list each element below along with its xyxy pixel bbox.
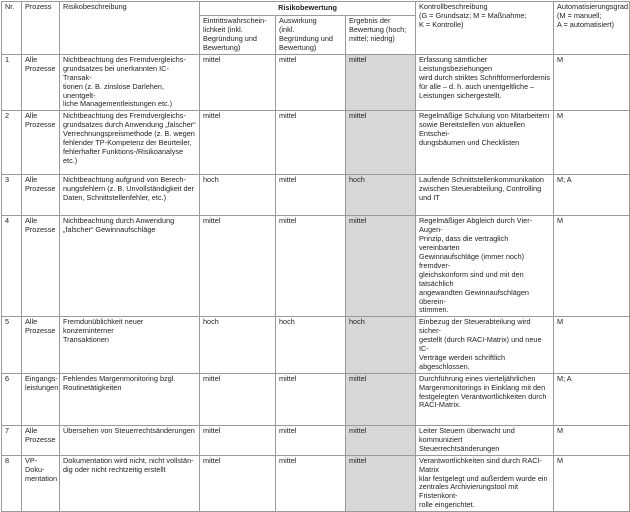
cell-auswirkung: mittel xyxy=(276,373,346,425)
col-header-prozess: Prozess xyxy=(22,2,60,55)
table-row xyxy=(2,54,630,110)
cell-auswirkung: mittel xyxy=(276,455,346,511)
cell-risiko: Nichtbeachtung des Fremdvergleichs- grundsatzes bei unerkannten IC-Transak- tionen (z. B. zinslose Darlehen, unentgelt- liche Managementleistungen etc.) xyxy=(60,54,200,110)
col-header-ergebnis: Ergebnis der Bewertung (hoch; mittel; niedrig) xyxy=(346,15,416,54)
cell-eintritt: hoch xyxy=(200,175,276,216)
cell-risiko: Dokumentation wird nicht, nicht vollstän- dig oder nicht rechtzeitig erstellt xyxy=(60,455,200,511)
cell-kontroll: Erfassung sämtlicher Leistungsbeziehungen wird durch striktes Schriftformerfordernis für alle – d. h. auch unentgeltliche – Leistungen sichergestellt. xyxy=(416,54,554,110)
table-row xyxy=(2,111,630,175)
cell-prozess: Alle Prozesse xyxy=(22,111,60,175)
table-row xyxy=(2,455,630,511)
cell-auto: M; A xyxy=(554,373,630,425)
cell-risiko: Nichtbeachtung durch Anwendung „falscher“ Gewinnaufschläge xyxy=(60,216,200,317)
cell-auswirkung: mittel xyxy=(276,175,346,216)
cell-eintritt: mittel xyxy=(200,455,276,511)
cell-kontroll: Regelmäßige Schulung von Mitarbeitern sowie Bereitstellen von aktuellen Entschei- dungsbäumen und Checklisten xyxy=(416,111,554,175)
cell-risiko: Übersehen von Steuerrechtsänderungen xyxy=(60,425,200,455)
cell-auswirkung: mittel xyxy=(276,216,346,317)
cell-auswirkung: hoch xyxy=(276,317,346,373)
cell-risiko: Nichtbeachtung aufgrund von Berech- nungsfehlern (z. B. Unvollständigkeit der Daten, Schnittstellenfehler, etc.) xyxy=(60,175,200,216)
cell-ergebnis: hoch xyxy=(346,317,416,373)
cell-ergebnis: hoch xyxy=(346,175,416,216)
cell-prozess: Eingangs- leistungen xyxy=(22,373,60,425)
cell-nr: 2 xyxy=(2,111,22,175)
cell-eintritt: hoch xyxy=(200,317,276,373)
cell-risiko: Fremdunüblichkeit neuer konzerninterner Transaktionen xyxy=(60,317,200,373)
cell-eintritt: mittel xyxy=(200,373,276,425)
cell-auto: M xyxy=(554,425,630,455)
cell-auto: M xyxy=(554,216,630,317)
cell-nr: 1 xyxy=(2,54,22,110)
cell-nr: 3 xyxy=(2,175,22,216)
cell-nr: 8 xyxy=(2,455,22,511)
cell-nr: 6 xyxy=(2,373,22,425)
cell-nr: 4 xyxy=(2,216,22,317)
cell-kontroll: Laufende Schnittstellenkommunikation zwischen Steuerabteilung, Controlling und IT xyxy=(416,175,554,216)
cell-kontroll: Einbezug der Steuerabteilung wird sicher- gestellt (durch RACI-Matrix) und neue IC- Verträge werden schriftlich abgeschlossen. xyxy=(416,317,554,373)
cell-auswirkung: mittel xyxy=(276,425,346,455)
cell-auto: M xyxy=(554,455,630,511)
cell-auto: M xyxy=(554,317,630,373)
cell-kontroll: Regelmäßiger Abgleich durch Vier-Augen- Prinzip, dass die vertraglich vereinbarten Gewinnaufschläge (immer noch) fremdver- gleichskonform sind und mit den tatsächlich angewandten Gewinnaufschlägen überein- stimmen. xyxy=(416,216,554,317)
group-header-risikobewertung: Risikobewertung xyxy=(200,2,416,16)
cell-ergebnis: mittel xyxy=(346,373,416,425)
col-header-auswirkung: Auswirkung (inkl. Begründung und Bewertung) xyxy=(276,15,346,54)
cell-auto: M; A xyxy=(554,175,630,216)
table-row xyxy=(2,216,630,317)
cell-prozess: Alle Prozesse xyxy=(22,175,60,216)
cell-eintritt: mittel xyxy=(200,216,276,317)
cell-nr: 5 xyxy=(2,317,22,373)
cell-auto: M xyxy=(554,111,630,175)
cell-prozess: Alle Prozesse xyxy=(22,317,60,373)
cell-ergebnis: mittel xyxy=(346,455,416,511)
cell-risiko: Fehlendes Margenmonitoring bzgl. Routinetätigkeiten xyxy=(60,373,200,425)
table-row xyxy=(2,175,630,216)
cell-eintritt: mittel xyxy=(200,54,276,110)
cell-kontroll: Durchführung eines vierteljährlichen Margenmonitorings in Einklang mit den festgelegten Verantwortlichkeiten durch RACI-Matrix. xyxy=(416,373,554,425)
cell-kontroll: Verantwortlichkeiten sind durch RACI-Matrix klar festgelegt und außerdem wurde ein zentrales Archivierungstool mit Fristenkont- rolle eingerichtet. xyxy=(416,455,554,511)
cell-ergebnis: mittel xyxy=(346,111,416,175)
cell-eintritt: mittel xyxy=(200,111,276,175)
cell-prozess: Alle Prozesse xyxy=(22,216,60,317)
header-row-group xyxy=(2,2,630,16)
cell-auswirkung: mittel xyxy=(276,111,346,175)
cell-ergebnis: mittel xyxy=(346,54,416,110)
table-row xyxy=(2,425,630,455)
table-row xyxy=(2,373,630,425)
col-header-automatisierungsgrad: Automatisierungsgrad (M = manuell; A = automatisiert) xyxy=(554,2,630,55)
cell-ergebnis: mittel xyxy=(346,216,416,317)
cell-risiko: Nichtbeachtung des Fremdvergleichs- grundsatzes durch Anwendung „falscher“ Verrechnungspreismethode (z. B. wegen fehlender TP-Kompetenz der Beurteiler, fehlerhafter Funktions-/Risikoanalyse etc.) xyxy=(60,111,200,175)
cell-ergebnis: mittel xyxy=(346,425,416,455)
cell-auswirkung: mittel xyxy=(276,54,346,110)
col-header-kontrollbeschreibung: Kontrollbeschreibung (G = Grundsatz; M = Maßnahme; K = Kontrolle) xyxy=(416,2,554,55)
col-header-eintrittswahrscheinlichkeit: Eintrittswahrschein- lichkeit (inkl. Begründung und Bewertung) xyxy=(200,15,276,54)
cell-prozess: VP-Doku- mentation xyxy=(22,455,60,511)
table-row xyxy=(2,317,630,373)
cell-kontroll: Leiter Steuern überwacht und kommuniziert Steuerrechtsänderungen xyxy=(416,425,554,455)
cell-prozess: Alle Prozesse xyxy=(22,54,60,110)
col-header-nr: Nr. xyxy=(2,2,22,55)
cell-nr: 7 xyxy=(2,425,22,455)
cell-prozess: Alle Prozesse xyxy=(22,425,60,455)
risk-assessment-table xyxy=(1,1,630,512)
cell-eintritt: mittel xyxy=(200,425,276,455)
col-header-risikobeschreibung: Risikobeschreibung xyxy=(60,2,200,55)
cell-auto: M xyxy=(554,54,630,110)
